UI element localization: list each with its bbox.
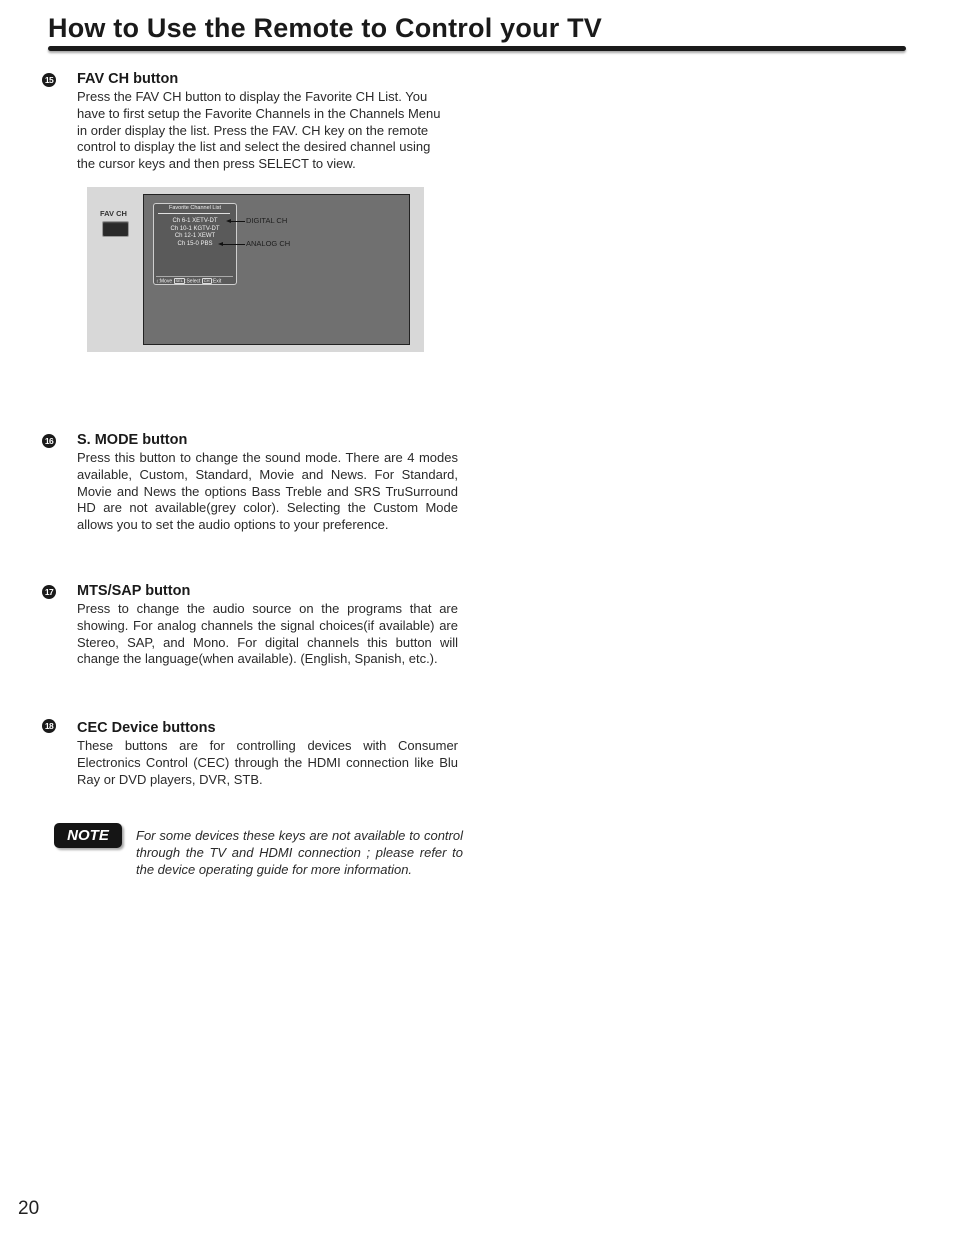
fav-ch-description-line: Press the FAV CH button to display the Favorite CH List. You: [77, 89, 428, 104]
digital-ch-callout: DIGITAL CH: [246, 216, 288, 225]
analog-ch-leader-line: [222, 244, 245, 245]
channel-list-item: Ch 6-1 XETV-DT: [172, 218, 218, 224]
panel-divider: [158, 213, 230, 214]
tv-screen: [143, 194, 410, 345]
section-number-badge: 16: [42, 434, 56, 448]
panel-footer-hints: [156, 276, 233, 284]
section-number-badge: 17: [42, 585, 56, 599]
favorite-channel-list-title: Favorite Channel List: [169, 205, 221, 211]
fav-ch-illustration: [87, 187, 424, 352]
select-key-icon: SEL: [175, 278, 184, 283]
page-number: 20: [18, 1198, 40, 1219]
page-title: How to Use the Remote to Control your TV: [48, 13, 603, 43]
section-number-badge: 18: [42, 719, 56, 733]
channel-list-item: Ch 12-1 XEWT: [174, 233, 216, 239]
fav-ch-description-line: have to first setup the Favorite Channels in the Channels Menu: [77, 105, 441, 121]
exit-hint: :Exit: [211, 278, 222, 285]
note-badge: NOTE: [54, 823, 122, 848]
digital-ch-leader-line: [230, 221, 245, 222]
mts-sap-heading: MTS/SAP button: [77, 583, 191, 599]
fav-ch-heading: FAV CH button: [77, 71, 179, 87]
fav-ch-description: [77, 89, 458, 173]
title-rule: [48, 46, 906, 51]
cec-device-heading: CEC Device buttons: [77, 720, 216, 736]
move-hint: ↕:Move: [156, 278, 173, 285]
s-mode-heading: S. MODE button: [77, 432, 188, 448]
note-text: For some devices these keys are not available to control through the TV and HDMI connection ; please refer to the device operating guide for more information.: [136, 828, 463, 877]
section-number-badge: 15: [42, 73, 56, 87]
mts-sap-description: Press to change the audio source on the programs that are showing. For analog channels the signal choices(if available) are Stereo, SAP, and Mono. For digital channels this button will change the language(when available). (English, Spanish, etc.).: [77, 601, 458, 667]
channel-list-item: Ch 10-1 KGTV-DT: [170, 225, 220, 232]
fav-ch-remote-button: [102, 221, 129, 237]
select-hint: :Select: [185, 278, 201, 285]
remote-button-label: FAV CH: [100, 209, 127, 218]
cec-device-description: These buttons are for controlling devices with Consumer Electronics Control (CEC) through the HDMI connection like Blu Ray or DVD players, DVR, STB.: [77, 738, 458, 787]
fav-ch-description-line: control to display the list and select the desired channel using: [77, 139, 431, 155]
s-mode-description: Press this button to change the sound mode. There are 4 modes available, Custom, Standard, Movie and News. For Standard, Movie and News the options Bass Treble and SRS TruSurround HD are not available(grey color). Selecting the Custom Mode allows you to set the audio options to your preference.: [77, 450, 458, 533]
analog-ch-callout: ANALOG CH: [246, 239, 291, 248]
exit-key-icon: CH: [203, 278, 210, 283]
channel-list-item: Ch 15-0 PBS: [177, 240, 213, 247]
fav-ch-description-line: the cursor keys and then press SELECT to view.: [77, 156, 356, 172]
fav-ch-description-line: in order display the list. Press the FAV. CH key on the remote: [77, 122, 429, 138]
